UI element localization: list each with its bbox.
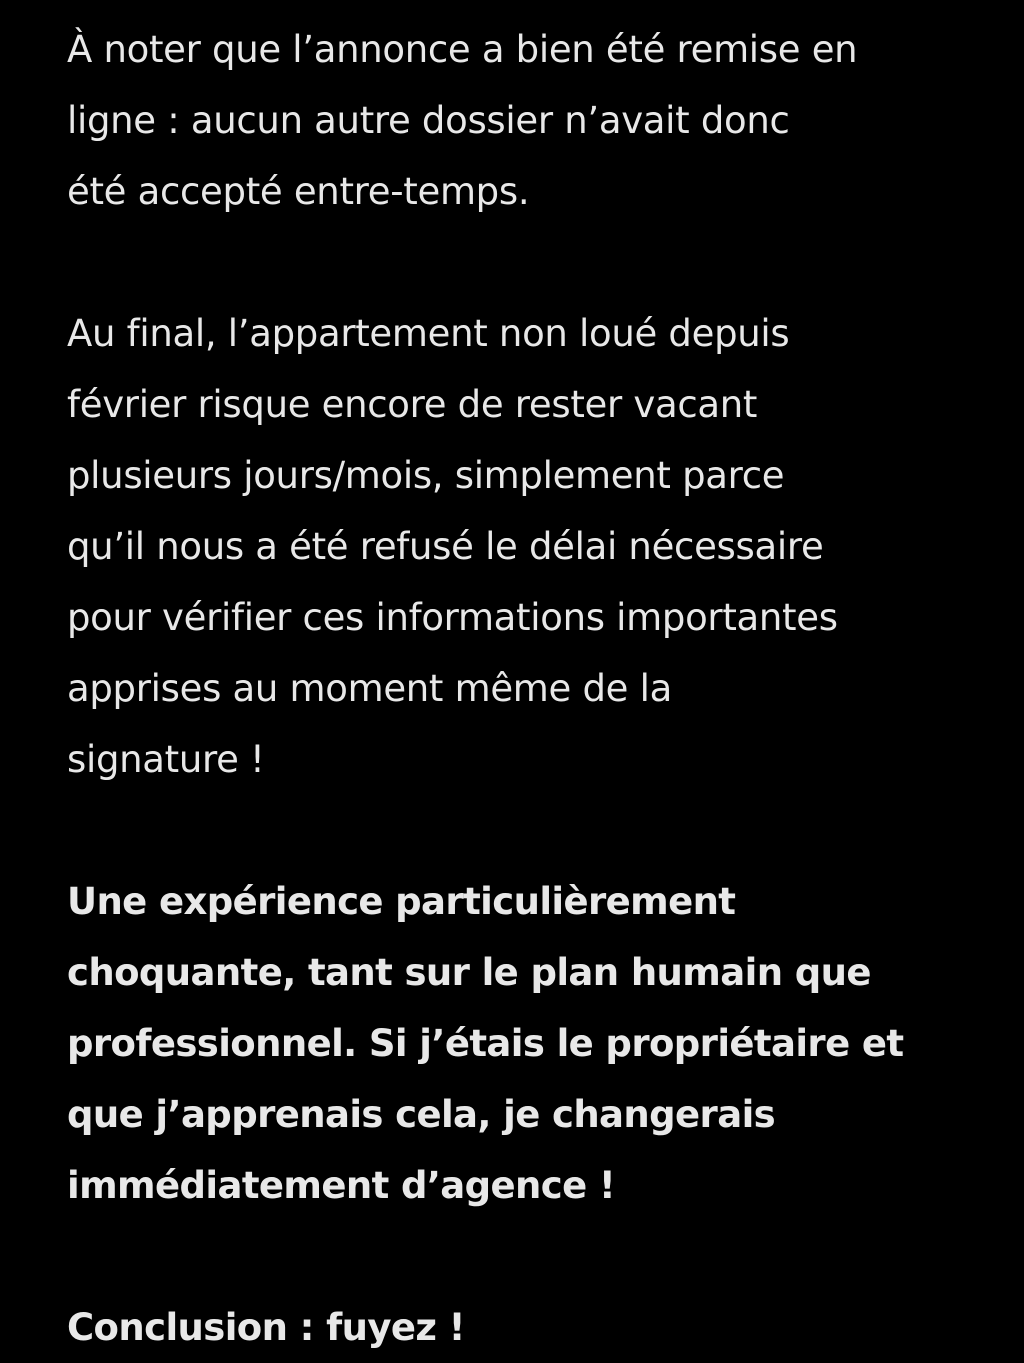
paragraph-gap bbox=[67, 227, 967, 298]
paragraph-gap bbox=[67, 1221, 967, 1292]
paragraph-conclusion: Conclusion : fuyez ! bbox=[67, 1306, 465, 1349]
note-body bbox=[67, 14, 967, 1363]
paragraph-vacant-apartment: Au final, l’appartement non loué depuis février risque encore de rester vacant plusieurs jours/mois, simplement parce qu’il nous a été refusé le délai nécessaire pour vérifier ces informations importantes apprises au moment même de la signature ! bbox=[67, 312, 838, 781]
paragraph-listing-back-online: À noter que l’annonce a bien été remise en ligne : aucun autre dossier n’avait donc été accepté entre-temps. bbox=[67, 28, 858, 213]
paragraph-gap bbox=[67, 795, 967, 866]
paragraph-shocking-experience: Une expérience particulièrement choquante, tant sur le plan humain que professionnel. Si j’étais le propriétaire et que j’apprenais cela, je changerais immédiatement d’agence ! bbox=[67, 880, 904, 1207]
